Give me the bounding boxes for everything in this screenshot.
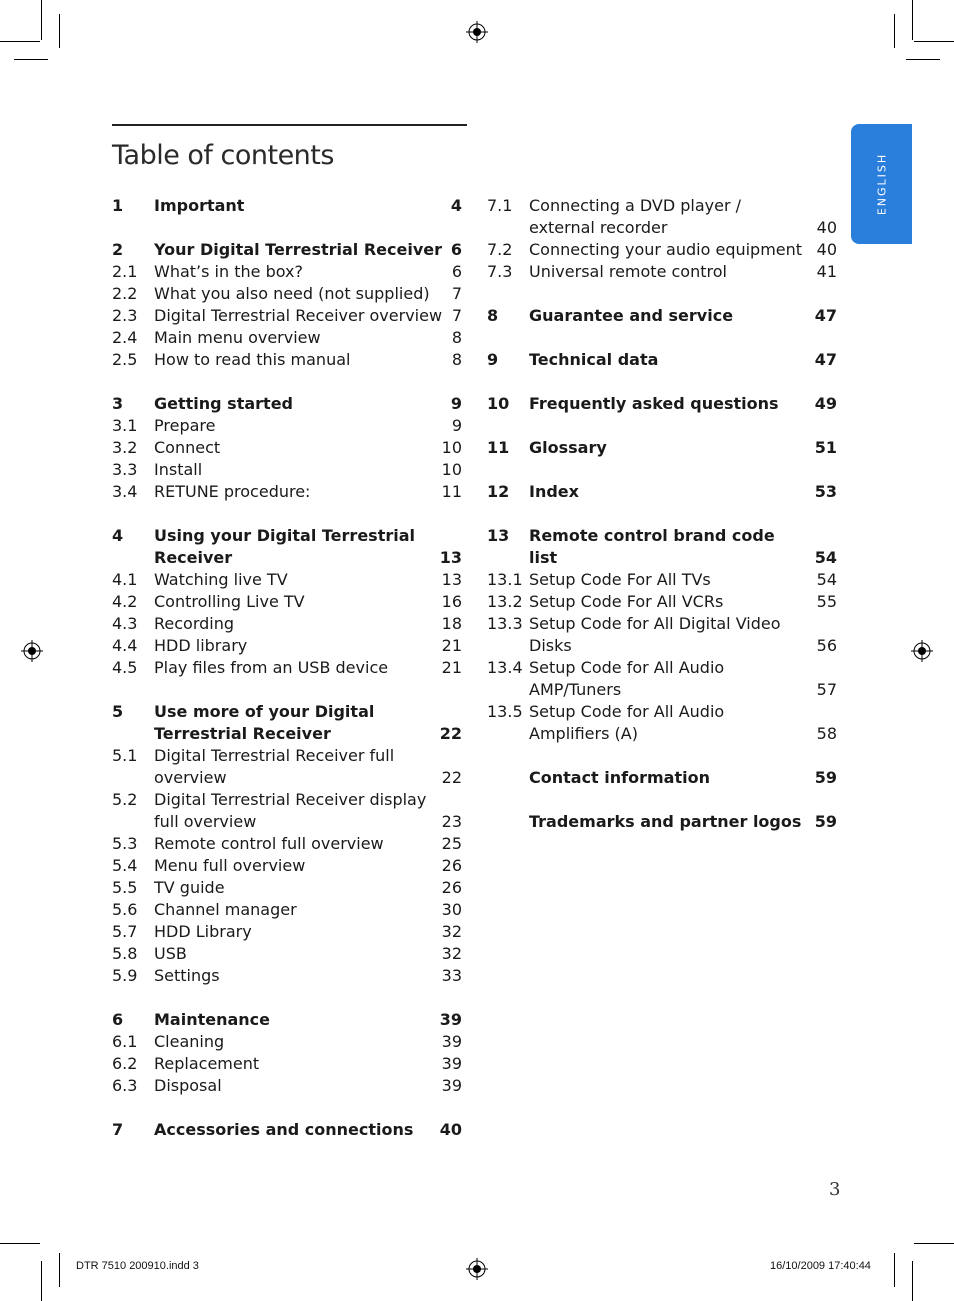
toc-entry-title: RETUNE procedure:: [154, 482, 311, 501]
toc-entry-title: Play files from an USB device: [154, 658, 389, 677]
crop-mark: [59, 1253, 60, 1287]
toc-entry-page: 39: [441, 1076, 462, 1095]
toc-entry-title: Connecting a DVD player / external recorder: [529, 196, 742, 237]
toc-entry-title: HDD library: [154, 636, 248, 655]
toc-entry-page: 33: [441, 966, 462, 985]
toc-chapter[interactable]: [487, 393, 837, 415]
toc-spacer: [487, 327, 837, 349]
toc-entry-page: 58: [816, 724, 837, 743]
toc-entry-title: Disposal: [154, 1076, 222, 1095]
toc-entry-number: 5.1: [112, 746, 138, 765]
toc-entry-title: Using your Digital Terrestrial Receiver: [154, 526, 415, 567]
toc-entry-number: 3.3: [112, 460, 138, 479]
crop-mark: [894, 1253, 895, 1287]
toc-entry-page: 40: [816, 218, 837, 237]
toc-entry-page: 22: [439, 724, 462, 743]
toc-entry-number: 6: [112, 1010, 124, 1029]
toc-chapter[interactable]: [487, 525, 837, 569]
toc-spacer: [487, 503, 837, 525]
toc-entry-title: Accessories and connections: [154, 1120, 414, 1139]
toc-section[interactable]: [112, 965, 462, 987]
toc-section[interactable]: [112, 1031, 462, 1053]
print-slug-file: DTR 7510 200910.indd 3: [76, 1260, 199, 1272]
toc-entry-page: 26: [441, 878, 462, 897]
toc-entry-number: 3.1: [112, 416, 138, 435]
toc-spacer: [487, 283, 837, 305]
toc-entry-title: What you also need (not supplied): [154, 284, 430, 303]
toc-entry-page: 57: [816, 680, 837, 699]
print-slug-date: 16/10/2009 17:40:44: [770, 1260, 871, 1272]
toc-chapter[interactable]: [487, 481, 837, 503]
toc-entry-title: Setup Code for All Digital Video Disks: [529, 614, 781, 655]
toc-section[interactable]: [112, 261, 462, 283]
toc-entry-page: 39: [441, 1054, 462, 1073]
toc-chapter[interactable]: [112, 195, 462, 217]
toc-column-right: [487, 195, 837, 833]
toc-entry-page: 32: [441, 922, 462, 941]
toc-section[interactable]: [487, 591, 837, 613]
toc-entry-number: 7.1: [487, 196, 513, 215]
crop-mark: [59, 14, 60, 48]
toc-entry-title: Technical data: [529, 350, 659, 369]
toc-entry-number: 2: [112, 240, 124, 259]
toc-section[interactable]: [112, 1075, 462, 1097]
toc-entry-number: 13.1: [487, 570, 523, 589]
toc-section[interactable]: [112, 415, 462, 437]
toc-entry-number: 4.4: [112, 636, 138, 655]
toc-spacer: [487, 459, 837, 481]
toc-spacer: [112, 217, 462, 239]
toc-entry-number: 2.2: [112, 284, 138, 303]
toc-section[interactable]: [487, 261, 837, 283]
toc-entry-page: 39: [441, 1032, 462, 1051]
toc-entry-page: 8: [451, 328, 462, 347]
toc-section[interactable]: [112, 349, 462, 371]
toc-entry-number: 5.4: [112, 856, 138, 875]
toc-spacer: [112, 1097, 462, 1119]
toc-section[interactable]: [112, 481, 462, 503]
toc-entry-number: 2.3: [112, 306, 138, 325]
toc-entry-page: 21: [441, 658, 462, 677]
toc-entry-number: 13.2: [487, 592, 523, 611]
toc-entry-title: Main menu overview: [154, 328, 321, 347]
page-title: Table of contents: [112, 140, 334, 171]
toc-entry-number: 5.7: [112, 922, 138, 941]
toc-chapter[interactable]: [487, 349, 837, 371]
toc-entry-title: Setup Code For All VCRs: [529, 592, 724, 611]
toc-entry-page: 10: [441, 438, 462, 457]
toc-chapter[interactable]: [112, 525, 462, 569]
toc-section[interactable]: [112, 1053, 462, 1075]
toc-section[interactable]: [112, 459, 462, 481]
toc-entry-title: Connecting your audio equipment: [529, 240, 803, 259]
toc-entry-number: 10: [487, 394, 510, 413]
toc-entry-page: 32: [441, 944, 462, 963]
toc-entry-page: 10: [441, 460, 462, 479]
toc-entry-number: 7.3: [487, 262, 513, 281]
toc-entry-title: Setup Code for All Audio AMP/Tuners: [529, 658, 725, 699]
toc-entry-title: Your Digital Terrestrial Receiver: [154, 240, 442, 259]
toc-entry-number: 8: [487, 306, 499, 325]
toc-entry-page: 39: [439, 1010, 462, 1029]
toc-entry-number: 2.5: [112, 350, 138, 369]
toc-entry-number: 6.3: [112, 1076, 138, 1095]
toc-entry-number: 12: [487, 482, 510, 501]
toc-entry-page: 59: [814, 812, 837, 831]
toc-entry-page: 9: [451, 416, 462, 435]
toc-spacer: [112, 371, 462, 393]
toc-section[interactable]: [112, 745, 462, 789]
registration-mark-icon: [911, 640, 933, 662]
toc-entry-page: 55: [816, 592, 837, 611]
toc-entry-page: 54: [814, 548, 837, 567]
toc-chapter[interactable]: [487, 305, 837, 327]
toc-entry-page: 47: [814, 306, 837, 325]
toc-entry-page: 7: [451, 306, 462, 325]
toc-section[interactable]: [112, 877, 462, 899]
toc-entry-number: 4.3: [112, 614, 138, 633]
toc-entry-page: 21: [441, 636, 462, 655]
toc-entry-page: 9: [450, 394, 462, 413]
language-tab-label: ENGLISH: [875, 152, 889, 216]
toc-entry-page: 22: [441, 768, 462, 787]
toc-entry-page: 41: [816, 262, 837, 281]
toc-entry-number: 1: [112, 196, 124, 215]
toc-section[interactable]: [487, 239, 837, 261]
toc-chapter[interactable]: [487, 811, 837, 833]
toc-section[interactable]: [487, 701, 837, 745]
toc-entry-title: Digital Terrestrial Receiver display full overview: [154, 790, 427, 831]
toc-entry-number: 4: [112, 526, 124, 545]
toc-section[interactable]: [112, 327, 462, 349]
crop-mark: [906, 59, 940, 60]
toc-entry-title: Glossary: [529, 438, 607, 457]
toc-entry-page: 56: [816, 636, 837, 655]
toc-entry-page: 16: [441, 592, 462, 611]
toc-entry-number: 9: [487, 350, 499, 369]
toc-entry-page: 26: [441, 856, 462, 875]
toc-chapter[interactable]: [487, 437, 837, 459]
toc-section[interactable]: [112, 635, 462, 657]
toc-entry-page: 40: [439, 1120, 462, 1139]
toc-entry-page: 40: [816, 240, 837, 259]
toc-entry-page: 25: [441, 834, 462, 853]
language-tab: [851, 124, 912, 244]
toc-entry-number: 13.3: [487, 614, 523, 633]
toc-entry-page: 8: [451, 350, 462, 369]
toc-entry-title: Remote control brand code list: [529, 526, 775, 567]
toc-entry-title: Recording: [154, 614, 235, 633]
toc-entry-number: 13.4: [487, 658, 523, 677]
crop-mark: [41, 0, 42, 40]
crop-mark: [894, 14, 895, 48]
toc-spacer: [487, 371, 837, 393]
toc-entry-number: 3.4: [112, 482, 138, 501]
toc-chapter[interactable]: [112, 239, 462, 261]
toc-section[interactable]: [487, 569, 837, 591]
toc-spacer: [487, 415, 837, 437]
toc-entry-number: 5: [112, 702, 124, 721]
toc-entry-title: Setup Code For All TVs: [529, 570, 711, 589]
toc-entry-title: Contact information: [529, 768, 710, 787]
toc-entry-page: 13: [441, 570, 462, 589]
toc-entry-title: Menu full overview: [154, 856, 306, 875]
toc-entry-number: 3.2: [112, 438, 138, 457]
toc-entry-number: 11: [487, 438, 510, 457]
toc-entry-number: 5.5: [112, 878, 138, 897]
toc-entry-number: 5.8: [112, 944, 138, 963]
title-rule: [112, 124, 467, 126]
toc-entry-page: 23: [441, 812, 462, 831]
toc-section[interactable]: [112, 305, 462, 327]
toc-entry-number: 4.2: [112, 592, 138, 611]
toc-section[interactable]: [112, 921, 462, 943]
toc-entry-page: 59: [814, 768, 837, 787]
toc-section[interactable]: [112, 283, 462, 305]
toc-entry-title: Remote control full overview: [154, 834, 384, 853]
toc-chapter[interactable]: [112, 393, 462, 415]
toc-entry-title: Prepare: [154, 416, 216, 435]
toc-entry-title: Frequently asked questions: [529, 394, 779, 413]
toc-section[interactable]: [112, 833, 462, 855]
toc-entry-title: Connect: [154, 438, 221, 457]
toc-entry-title: HDD Library: [154, 922, 252, 941]
page-number: 3: [829, 1179, 841, 1200]
toc-entry-page: 53: [814, 482, 837, 501]
toc-entry-number: 13.5: [487, 702, 523, 721]
toc-entry-number: 5.3: [112, 834, 138, 853]
toc-entry-page: 6: [450, 240, 462, 259]
toc-chapter[interactable]: [112, 701, 462, 745]
toc-entry-title: Channel manager: [154, 900, 297, 919]
toc-entry-title: Use more of your Digital Terrestrial Receiver: [154, 702, 375, 743]
toc-entry-title: How to read this manual: [154, 350, 351, 369]
toc-chapter[interactable]: [487, 767, 837, 789]
crop-mark: [914, 41, 954, 42]
toc-entry-number: 3: [112, 394, 124, 413]
toc-section[interactable]: [112, 613, 462, 635]
toc-section[interactable]: [487, 613, 837, 657]
toc-entry-number: 2.4: [112, 328, 138, 347]
toc-entry-number: 2.1: [112, 262, 138, 281]
toc-entry-title: Maintenance: [154, 1010, 271, 1029]
toc-entry-title: Install: [154, 460, 203, 479]
crop-mark: [0, 41, 40, 42]
toc-entry-title: TV guide: [154, 878, 225, 897]
toc-entry-title: Settings: [154, 966, 220, 985]
toc-section[interactable]: [112, 899, 462, 921]
registration-mark-icon: [21, 640, 43, 662]
toc-section[interactable]: [112, 569, 462, 591]
registration-mark-icon: [466, 21, 488, 43]
toc-entry-number: 5.6: [112, 900, 138, 919]
toc-spacer: [112, 503, 462, 525]
toc-entry-page: 30: [441, 900, 462, 919]
toc-entry-number: 4.1: [112, 570, 138, 589]
crop-mark: [0, 1243, 40, 1244]
toc-entry-number: 6.1: [112, 1032, 138, 1051]
toc-entry-number: 4.5: [112, 658, 138, 677]
toc-entry-title: Replacement: [154, 1054, 260, 1073]
toc-entry-page: 49: [814, 394, 837, 413]
toc-entry-page: 18: [441, 614, 462, 633]
toc-entry-title: Cleaning: [154, 1032, 225, 1051]
toc-entry-title: Watching live TV: [154, 570, 288, 589]
toc-entry-title: USB: [154, 944, 187, 963]
toc-entry-page: 6: [451, 262, 462, 281]
toc-entry-number: 6.2: [112, 1054, 138, 1073]
crop-mark: [912, 0, 913, 40]
toc-entry-page: 13: [439, 548, 462, 567]
toc-entry-number: 13: [487, 526, 510, 545]
toc-entry-title: Controlling Live TV: [154, 592, 305, 611]
toc-entry-page: 47: [814, 350, 837, 369]
toc-spacer: [112, 987, 462, 1009]
toc-chapter[interactable]: [112, 1009, 462, 1031]
toc-section[interactable]: [112, 789, 462, 833]
toc-entry-title: Universal remote control: [529, 262, 727, 281]
toc-entry-number: 5.2: [112, 790, 138, 809]
toc-section[interactable]: [112, 855, 462, 877]
toc-section[interactable]: [487, 657, 837, 701]
registration-mark-icon: [466, 1258, 488, 1280]
crop-mark: [914, 1243, 954, 1244]
toc-entry-title: Setup Code for All Audio Amplifiers (A): [529, 702, 725, 743]
crop-mark: [912, 1261, 913, 1301]
crop-mark: [41, 1261, 42, 1301]
toc-section[interactable]: [112, 591, 462, 613]
toc-entry-title: Guarantee and service: [529, 306, 734, 325]
toc-entry-page: 54: [816, 570, 837, 589]
toc-entry-page: 11: [441, 482, 462, 501]
toc-entry-title: Digital Terrestrial Receiver full overview: [154, 746, 395, 787]
toc-section[interactable]: [112, 943, 462, 965]
toc-spacer: [487, 745, 837, 767]
toc-entry-page: 7: [451, 284, 462, 303]
toc-section[interactable]: [112, 657, 462, 679]
toc-entry-title: Trademarks and partner logos: [529, 812, 802, 831]
toc-entry-number: 5.9: [112, 966, 138, 985]
toc-section[interactable]: [112, 437, 462, 459]
toc-spacer: [112, 679, 462, 701]
toc-entry-title: What’s in the box?: [154, 262, 303, 281]
toc-spacer: [487, 789, 837, 811]
toc-column-left: [112, 195, 462, 1141]
toc-section[interactable]: [487, 195, 837, 239]
toc-entry-page: 4: [450, 196, 462, 215]
toc-entry-title: Index: [529, 482, 579, 501]
toc-entry-page: 51: [814, 438, 837, 457]
crop-mark: [14, 59, 48, 60]
toc-entry-title: Digital Terrestrial Receiver overview: [154, 306, 443, 325]
toc-chapter[interactable]: [112, 1119, 462, 1141]
toc-entry-title: Important: [154, 196, 245, 215]
toc-entry-number: 7: [112, 1120, 124, 1139]
toc-entry-title: Getting started: [154, 394, 293, 413]
toc-entry-number: 7.2: [487, 240, 513, 259]
